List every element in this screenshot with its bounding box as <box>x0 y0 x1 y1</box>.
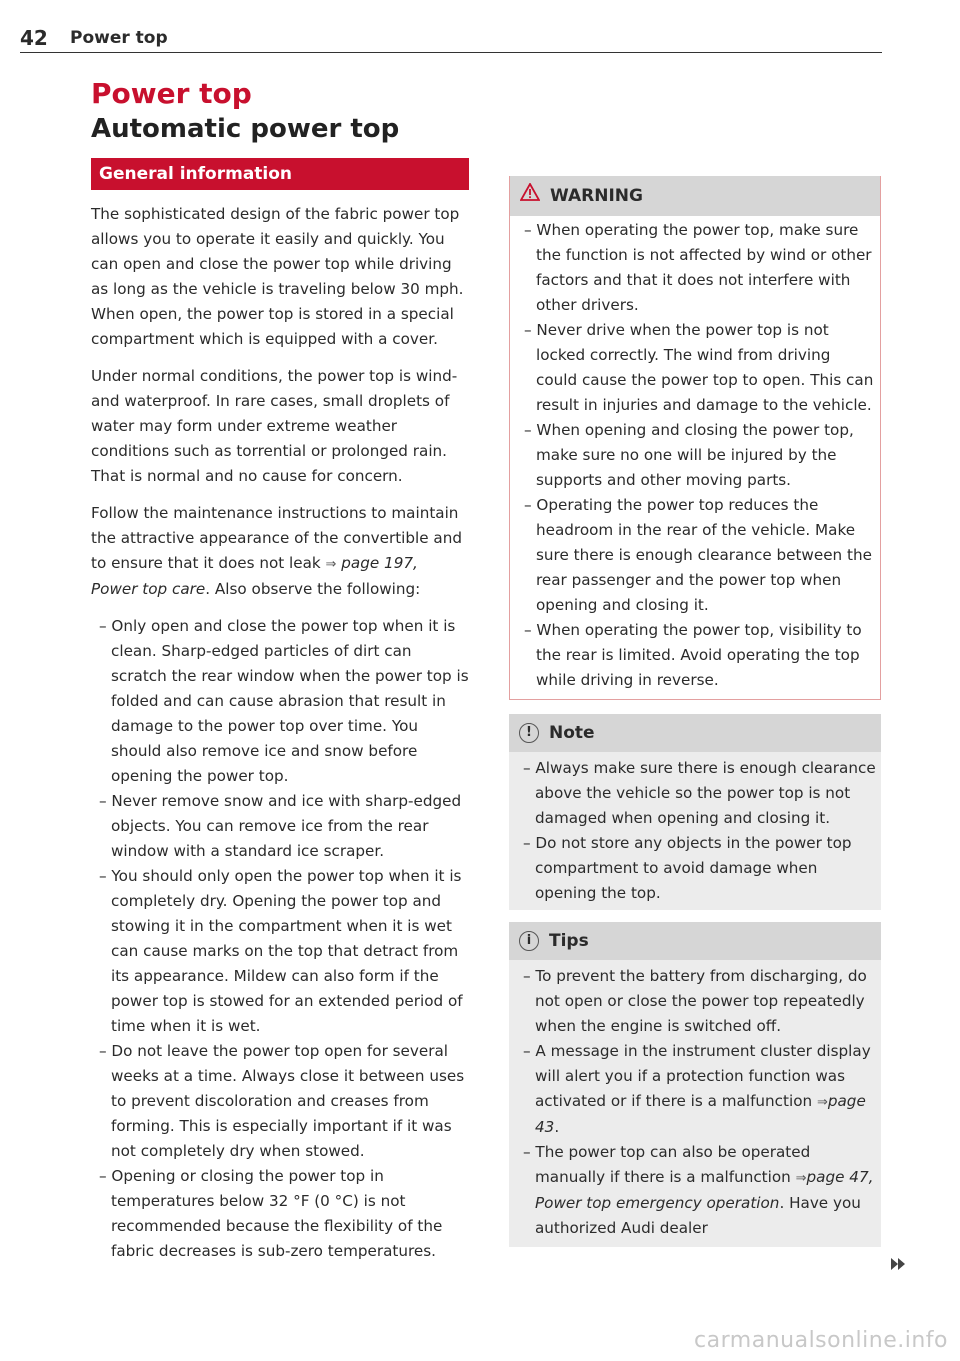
paragraph: The sophisticated design of the fabric power top allows you to operate it easily and quickly. You can open and close the power top while driving as long as the vehicle is traveling below 30 mph. When open, the power top is stored in a special compartment which is equipped with a cover. <box>91 205 464 348</box>
paragraph-text: . Also observe the following: <box>205 580 421 598</box>
tips-text: . Have you authorized Audi dealer <box>535 1194 861 1237</box>
exclamation-icon: ! <box>519 723 539 743</box>
note-list <box>515 756 877 906</box>
warning-item: – Operating the power top reduces the headroom in the rear of the vehicle. Make sure there is enough clearance between the rear passenger and the power top when opening and closing it. <box>516 493 876 618</box>
note-item: – Do not store any objects in the power top compartment to avoid damage when opening the top. <box>515 831 877 906</box>
tips-title: Tips <box>549 931 589 951</box>
tips-item <box>515 1039 877 1140</box>
list-item: – Never remove snow and ice with sharp-edged objects. You can remove ice from the rear window with a standard ice scraper. <box>91 789 469 864</box>
tips-text: . <box>554 1118 560 1136</box>
warning-header <box>510 176 880 216</box>
tips-list <box>515 964 877 1241</box>
tips-text: The power top can also be operated manually if there is a malfunction <box>535 1143 811 1186</box>
list-item: – Do not leave the power top open for several weeks at a time. Always close it between uses to prevent discoloration and creases from forming. This is especially important if it was not completely dry when stowed. <box>91 1039 469 1164</box>
tips-text: A message in the instrument cluster display will alert you if a protection function was activated or if there is a malfunction <box>535 1042 871 1110</box>
tips-box <box>509 922 881 1247</box>
tips-item: – To prevent the battery from discharging, do not open or close the power top repeatedly when the engine is switched off. <box>515 964 877 1039</box>
list-item: – You should only open the power top when it is completely dry. Opening the power top and stowing it in the compartment when it is wet can cause marks on the top that detract from its appearance. Mildew can also form if the power top is stowed for an extended period of time when it is wet. <box>91 864 469 1039</box>
ref-arrow-icon: ⇒ <box>325 557 337 572</box>
tips-header <box>509 922 881 960</box>
note-box <box>509 714 881 910</box>
list-item: – Only open and close the power top when it is clean. Sharp-edged particles of dirt can scratch the rear window when the power top is folded and can cause abrasion that result in damage to the power top over time. You should also remove ice and snow before opening the power top. <box>91 614 469 789</box>
continue-arrow-icon <box>890 1256 906 1275</box>
info-icon: i <box>519 931 539 951</box>
page-number: 42 <box>20 26 48 50</box>
note-header <box>509 714 881 752</box>
warning-list <box>516 218 876 693</box>
left-column <box>91 74 469 1260</box>
paragraph-text: Follow the maintenance instructions to maintain the attractive appearance of the convertible and to ensure that it does not leak <box>91 504 462 572</box>
watermark: carmanualsonline.info <box>694 1328 948 1353</box>
list-item: – Opening or closing the power top in temperatures below 32 °F (0 °C) is not recommended because the flexibility of the fabric decreases is sub-zero temperatures. <box>91 1164 469 1214</box>
note-item: – Always make sure there is enough clearance above the vehicle so the power top is not damaged when opening and closing it. <box>515 756 877 831</box>
tips-item <box>515 1140 877 1241</box>
section-name: Power top <box>70 28 168 48</box>
page-subtitle: Automatic power top <box>91 114 400 144</box>
page-reference-link[interactable]: page 197, Power top care <box>91 554 418 598</box>
ref-arrow-icon: ⇒ <box>816 1095 828 1110</box>
note-title: Note <box>549 723 595 743</box>
page-header <box>20 24 882 53</box>
warning-item: – When operating the power top, make sure the function is not affected by wind or other factors and that it does not interfere with other drivers. <box>516 218 876 318</box>
warning-item: – Never drive when the power top is not locked correctly. The wind from driving could cause the power top to open. This can result in injuries and damage to the vehicle. <box>516 318 876 418</box>
bullet-list <box>91 614 469 1260</box>
paragraph <box>91 501 469 602</box>
warning-title: WARNING <box>550 186 643 206</box>
paragraph: Under normal conditions, the power top is wind- and waterproof. In rare cases, small droplets of water may form under extreme weather conditions such as torrential or prolonged rain. That is normal and no cause for concern. <box>91 367 458 485</box>
page-title: Power top <box>91 77 252 110</box>
warning-triangle-icon <box>520 176 540 216</box>
page-reference-link[interactable]: page 43 <box>535 1092 866 1136</box>
ref-arrow-icon: ⇒ <box>795 1171 807 1186</box>
continued-text-spacer <box>509 74 881 164</box>
right-column <box>509 74 881 1247</box>
warning-item: – When opening and closing the power top, make sure no one will be injured by the supports and other moving parts. <box>516 418 876 493</box>
warning-box <box>509 176 881 700</box>
page-reference-link[interactable]: page 47, Power top emergency operation <box>535 1168 874 1212</box>
warning-item: – When operating the power top, visibility to the rear is limited. Avoid operating the top while driving in reverse. <box>516 618 876 693</box>
section-banner: General information <box>91 158 469 190</box>
